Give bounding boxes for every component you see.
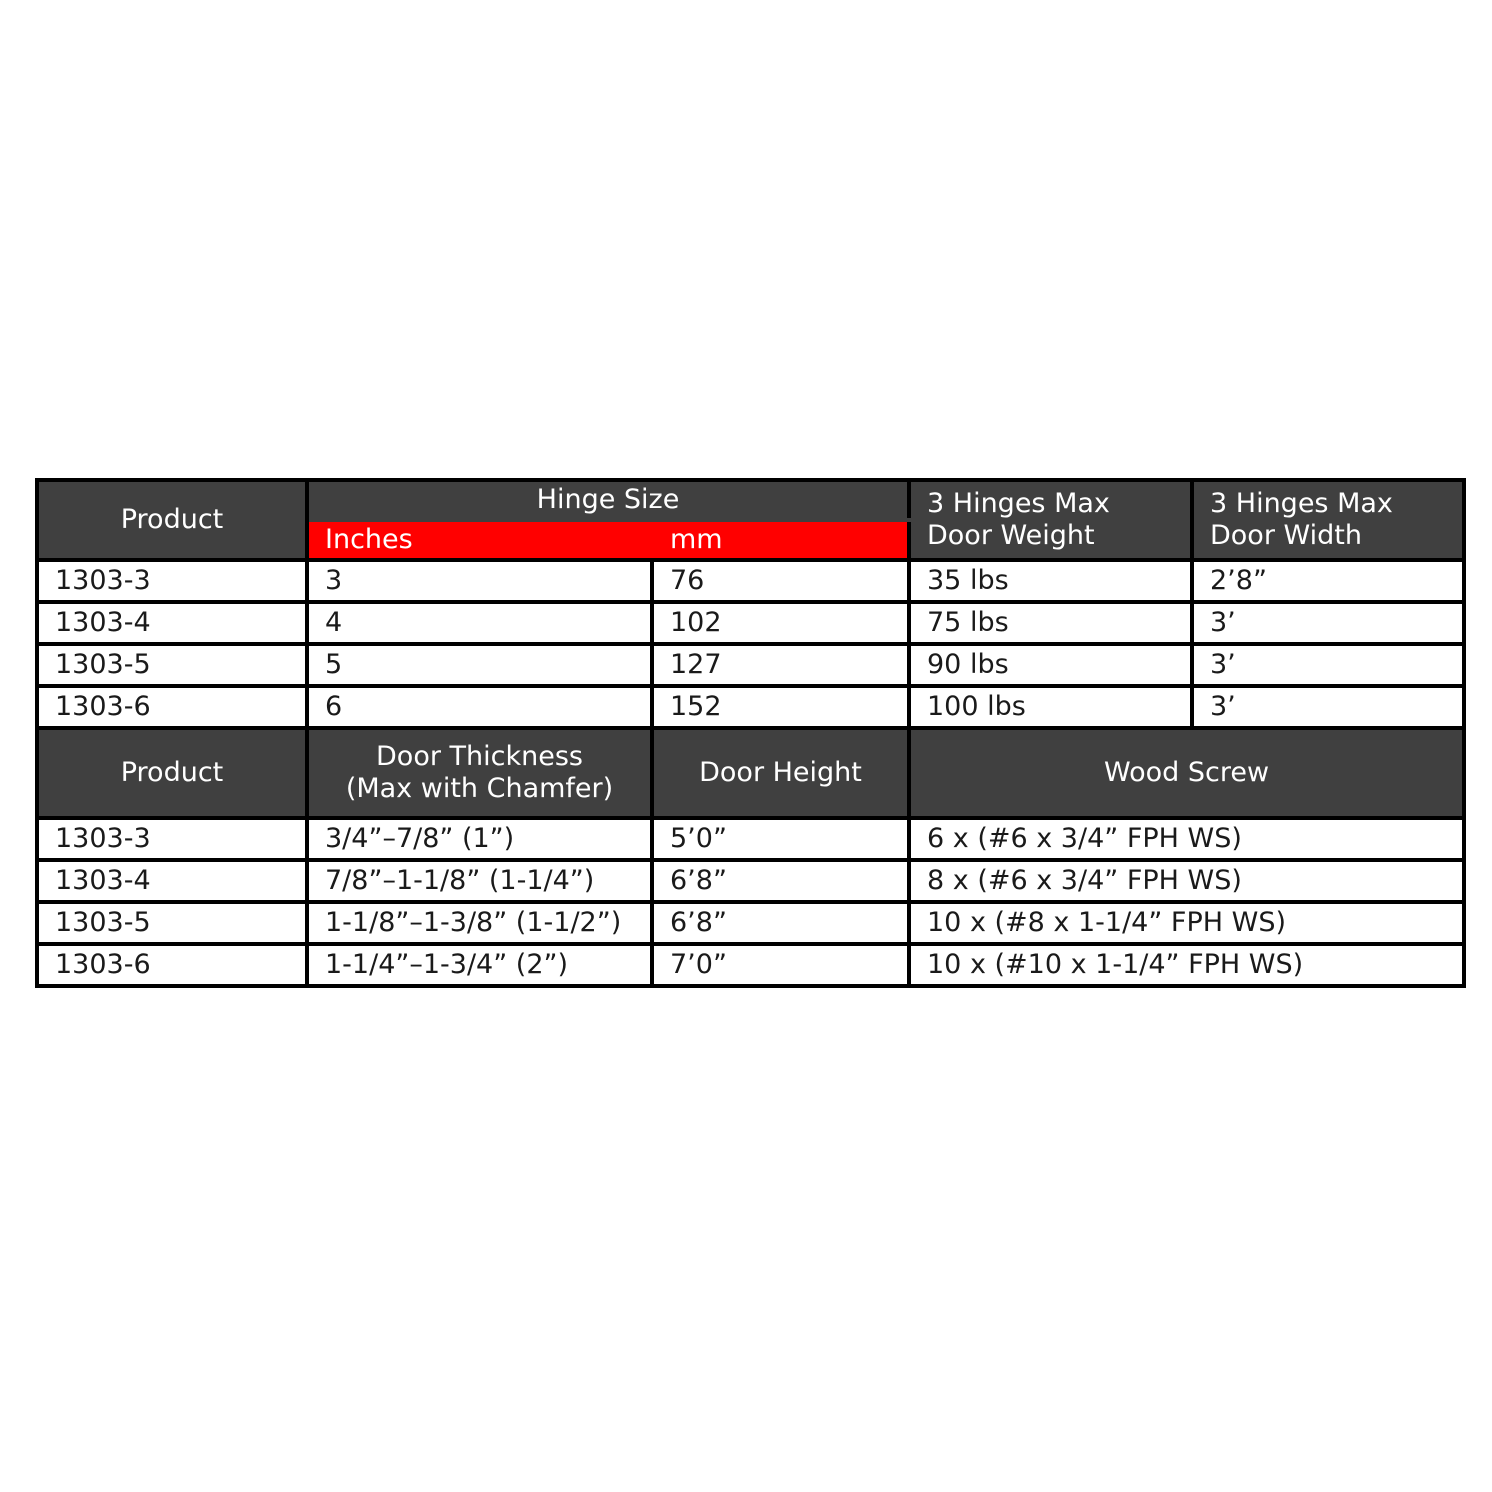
cell-product: 1303-4 — [37, 860, 307, 902]
table-row — [37, 944, 1464, 986]
cell-thickness: 1-1/4”–1-3/4” (2”) — [307, 944, 652, 986]
table2-header-thickness — [307, 728, 652, 818]
cell-weight: 75 lbs — [909, 602, 1192, 644]
table1-header-hinge-size: Hinge Size — [307, 480, 909, 520]
cell-product: 1303-4 — [37, 602, 307, 644]
hinge-spec-table — [35, 478, 1466, 988]
cell-width: 3’ — [1192, 686, 1464, 728]
cell-product: 1303-6 — [37, 686, 307, 728]
cell-product: 1303-5 — [37, 902, 307, 944]
max-width-line2: Door Width — [1210, 520, 1362, 551]
cell-thickness: 1-1/8”–1-3/8” (1-1/2”) — [307, 902, 652, 944]
table2-header-product: Product — [37, 728, 307, 818]
cell-screw: 6 x (#6 x 3/4” FPH WS) — [909, 818, 1464, 860]
cell-inches: 5 — [307, 644, 652, 686]
table1-header-product: Product — [37, 480, 307, 560]
cell-screw: 10 x (#10 x 1-1/4” FPH WS) — [909, 944, 1464, 986]
thickness-line1: Door Thickness — [376, 740, 583, 772]
cell-inches: 6 — [307, 686, 652, 728]
cell-mm: 152 — [652, 686, 909, 728]
max-width-line1: 3 Hinges Max — [1210, 487, 1393, 519]
table-row — [37, 860, 1464, 902]
cell-weight: 100 lbs — [909, 686, 1192, 728]
cell-screw: 8 x (#6 x 3/4” FPH WS) — [909, 860, 1464, 902]
cell-height: 6’8” — [652, 860, 909, 902]
cell-thickness: 7/8”–1-1/8” (1-1/4”) — [307, 860, 652, 902]
cell-height: 7’0” — [652, 944, 909, 986]
cell-mm: 127 — [652, 644, 909, 686]
cell-mm: 76 — [652, 560, 909, 602]
table2-header-screw: Wood Screw — [909, 728, 1464, 818]
table-row — [37, 560, 1464, 602]
table1-header-max-weight — [909, 480, 1192, 560]
cell-product: 1303-5 — [37, 644, 307, 686]
cell-width: 3’ — [1192, 602, 1464, 644]
cell-inches: 3 — [307, 560, 652, 602]
table-row — [37, 602, 1464, 644]
cell-mm: 102 — [652, 602, 909, 644]
cell-height: 5’0” — [652, 818, 909, 860]
max-weight-line2: Door Weight — [927, 520, 1095, 551]
subheader-mm: mm — [652, 520, 909, 560]
table-row — [37, 818, 1464, 860]
cell-inches: 4 — [307, 602, 652, 644]
table-row — [37, 902, 1464, 944]
table2-header-height: Door Height — [652, 728, 909, 818]
cell-height: 6’8” — [652, 902, 909, 944]
cell-product: 1303-6 — [37, 944, 307, 986]
cell-width: 3’ — [1192, 644, 1464, 686]
cell-width: 2’8” — [1192, 560, 1464, 602]
table2-header-row — [37, 728, 1464, 818]
max-weight-line1: 3 Hinges Max — [927, 487, 1110, 519]
table-row — [37, 644, 1464, 686]
cell-product: 1303-3 — [37, 818, 307, 860]
table1-header-row — [37, 480, 1464, 520]
subheader-inches: Inches — [307, 520, 652, 560]
cell-thickness: 3/4”–7/8” (1”) — [307, 818, 652, 860]
table-row — [37, 686, 1464, 728]
table1-header-max-width — [1192, 480, 1464, 560]
cell-product: 1303-3 — [37, 560, 307, 602]
thickness-line2: (Max with Chamfer) — [345, 773, 614, 804]
cell-weight: 90 lbs — [909, 644, 1192, 686]
cell-screw: 10 x (#8 x 1-1/4” FPH WS) — [909, 902, 1464, 944]
cell-weight: 35 lbs — [909, 560, 1192, 602]
